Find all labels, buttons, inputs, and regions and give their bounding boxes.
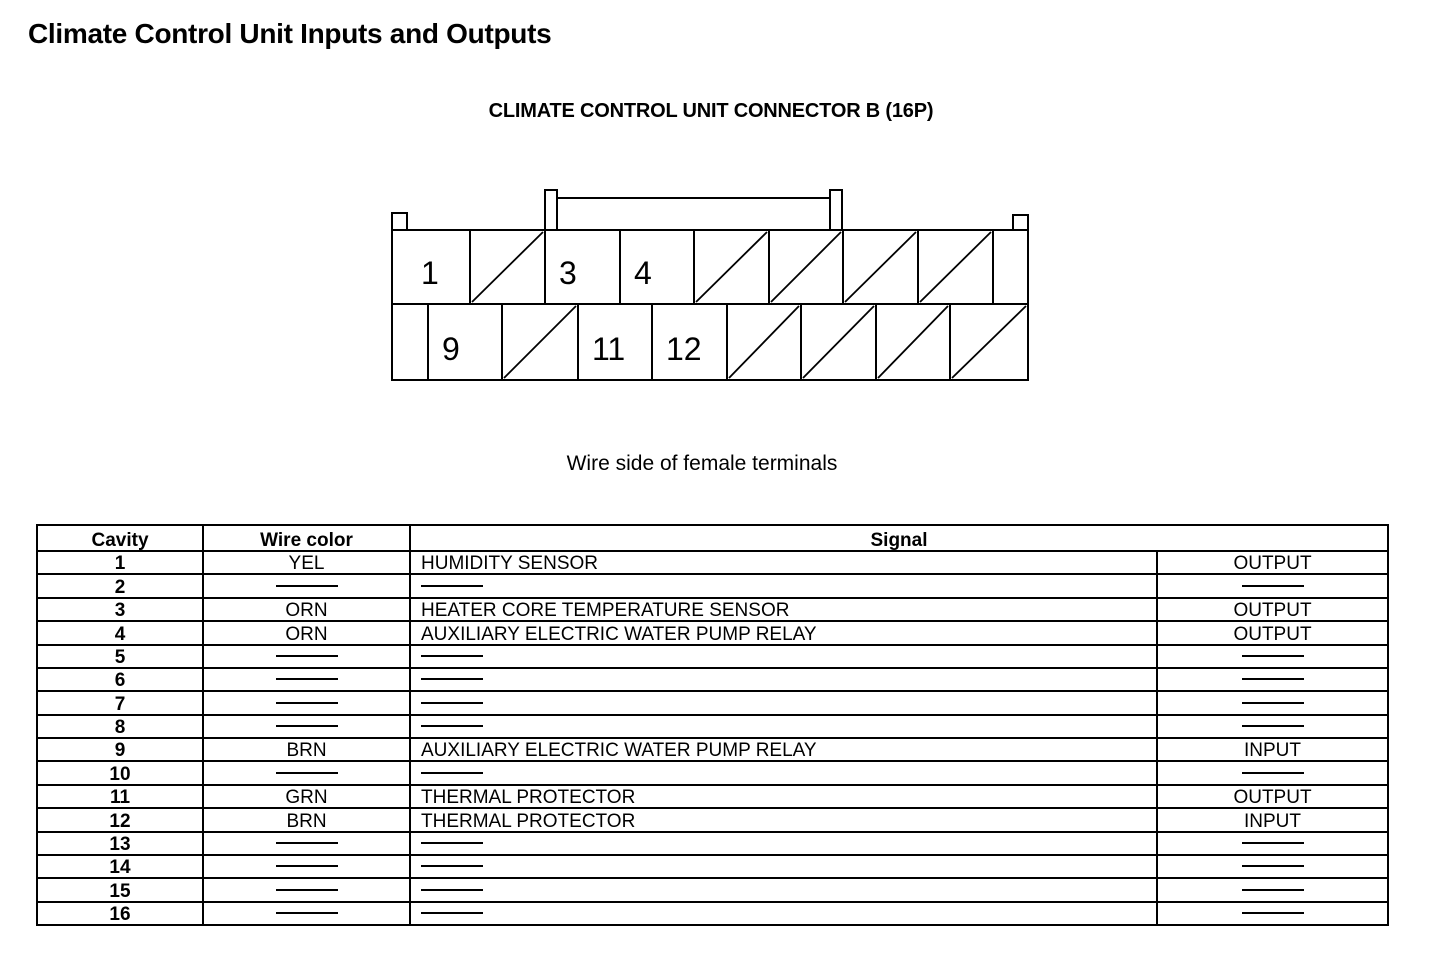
header-cavity: Cavity — [37, 525, 203, 551]
empty-dash — [421, 655, 483, 657]
bottom-cavity-label: 9 — [442, 331, 460, 367]
signal-cell: AUXILIARY ELECTRIC WATER PUMP RELAY — [410, 738, 1157, 761]
empty-dash — [421, 889, 483, 891]
table-row — [37, 738, 1388, 761]
bottom-cavity-5 — [652, 304, 702, 380]
empty-dash — [421, 678, 483, 680]
unused-cavity-slash — [472, 232, 543, 302]
wire-color-cell: GRN — [203, 785, 410, 808]
bottom-cavity-4 — [578, 304, 625, 380]
empty-dash — [1242, 655, 1304, 657]
connector-caption: Wire side of female terminals — [566, 452, 838, 475]
signal-cell: AUXILIARY ELECTRIC WATER PUMP RELAY — [410, 621, 1157, 644]
connector-top-row — [421, 230, 993, 304]
empty-dash — [276, 678, 338, 680]
direction-cell: INPUT — [1157, 738, 1388, 761]
header-signal: Signal — [410, 525, 1388, 551]
direction-cell — [1157, 832, 1388, 855]
bottom-cavity-label: 11 — [592, 331, 626, 367]
bottom-cavity-7 — [801, 304, 874, 380]
empty-dash — [276, 842, 338, 844]
empty-dash — [276, 889, 338, 891]
top-cavity-2 — [470, 230, 543, 304]
unused-cavity-slash — [504, 306, 576, 378]
wire-color-cell: BRN — [203, 738, 410, 761]
table-row — [37, 902, 1388, 925]
signal-cell: THERMAL PROTECTOR — [410, 808, 1157, 831]
direction-cell — [1157, 574, 1388, 597]
top-cavity-7 — [843, 230, 916, 304]
signal-cell — [410, 761, 1157, 784]
top-cavity-label: 3 — [559, 255, 577, 291]
cavity-cell: 2 — [37, 574, 203, 597]
cavity-cell: 7 — [37, 691, 203, 714]
cavity-cell: 15 — [37, 878, 203, 901]
wire-color-cell: ORN — [203, 598, 410, 621]
empty-dash — [1242, 889, 1304, 891]
signal-cell — [410, 715, 1157, 738]
top-cavity-5 — [694, 230, 767, 304]
cavity-cell: 6 — [37, 668, 203, 691]
table-row — [37, 668, 1388, 691]
empty-dash — [276, 912, 338, 914]
unused-cavity-slash — [771, 232, 841, 302]
bottom-cavity-2 — [428, 304, 460, 380]
top-cavity-3 — [545, 230, 577, 304]
table-row — [37, 621, 1388, 644]
top-cavity-1 — [421, 255, 439, 291]
unused-cavity-slash — [878, 306, 948, 378]
signal-cell: THERMAL PROTECTOR — [410, 785, 1157, 808]
direction-cell — [1157, 645, 1388, 668]
top-cavity-6 — [769, 230, 841, 304]
connector-lock-tab — [545, 190, 842, 230]
unused-cavity-slash — [920, 232, 991, 302]
wire-color-cell — [203, 761, 410, 784]
signal-cell — [410, 668, 1157, 691]
signal-cell — [410, 855, 1157, 878]
connector-bottom-row — [428, 304, 1026, 380]
cavity-cell: 9 — [37, 738, 203, 761]
empty-dash — [421, 725, 483, 727]
connector-diagram — [0, 0, 1440, 440]
direction-cell — [1157, 878, 1388, 901]
empty-dash — [1242, 725, 1304, 727]
wire-color-cell — [203, 878, 410, 901]
signal-cell — [410, 574, 1157, 597]
empty-dash — [1242, 912, 1304, 914]
wire-color-cell: ORN — [203, 621, 410, 644]
cavity-cell: 11 — [37, 785, 203, 808]
direction-cell — [1157, 902, 1388, 925]
direction-cell — [1157, 715, 1388, 738]
empty-dash — [421, 772, 483, 774]
direction-cell — [1157, 855, 1388, 878]
wire-color-cell: YEL — [203, 551, 410, 574]
top-cavity-4 — [620, 230, 652, 304]
empty-dash — [276, 585, 338, 587]
wire-color-cell — [203, 574, 410, 597]
empty-dash — [421, 865, 483, 867]
cavity-cell: 3 — [37, 598, 203, 621]
bottom-cavity-3 — [502, 304, 576, 380]
cavity-cell: 12 — [37, 808, 203, 831]
empty-dash — [421, 702, 483, 704]
signal-cell — [410, 691, 1157, 714]
cavity-cell: 13 — [37, 832, 203, 855]
top-cavity-label: 1 — [421, 255, 439, 291]
table-row — [37, 574, 1388, 597]
top-cavity-label: 4 — [634, 255, 652, 291]
wire-color-cell — [203, 645, 410, 668]
header-wire-color: Wire color — [203, 525, 410, 551]
table-row — [37, 551, 1388, 574]
table-header-row — [37, 525, 1388, 551]
cavity-cell: 14 — [37, 855, 203, 878]
direction-cell: OUTPUT — [1157, 551, 1388, 574]
wire-color-cell: BRN — [203, 808, 410, 831]
table-row — [37, 715, 1388, 738]
empty-dash — [421, 842, 483, 844]
direction-cell: OUTPUT — [1157, 785, 1388, 808]
direction-cell — [1157, 668, 1388, 691]
empty-dash — [1242, 842, 1304, 844]
empty-dash — [1242, 772, 1304, 774]
empty-dash — [276, 865, 338, 867]
direction-cell: INPUT — [1157, 808, 1388, 831]
unused-cavity-slash — [729, 306, 799, 378]
wire-color-cell — [203, 668, 410, 691]
empty-dash — [1242, 702, 1304, 704]
page-title: Climate Control Unit Inputs and Outputs — [28, 18, 552, 49]
wire-color-cell — [203, 855, 410, 878]
signal-cell — [410, 902, 1157, 925]
signal-cell: HEATER CORE TEMPERATURE SENSOR — [410, 598, 1157, 621]
signal-cell: HUMIDITY SENSOR — [410, 551, 1157, 574]
signal-cell — [410, 832, 1157, 855]
top-cavity-8 — [918, 230, 991, 304]
direction-cell: OUTPUT — [1157, 621, 1388, 644]
direction-cell — [1157, 691, 1388, 714]
empty-dash — [421, 912, 483, 914]
unused-cavity-slash — [803, 306, 874, 378]
unused-cavity-slash — [845, 232, 916, 302]
table-row — [37, 761, 1388, 784]
table-row — [37, 808, 1388, 831]
signal-cell — [410, 645, 1157, 668]
direction-cell — [1157, 761, 1388, 784]
wire-color-cell — [203, 691, 410, 714]
connector-title: CLIMATE CONTROL UNIT CONNECTOR B (16P) — [488, 100, 934, 122]
bottom-cavity-8 — [876, 304, 948, 380]
empty-dash — [276, 702, 338, 704]
connector-body — [392, 213, 1028, 380]
cavity-cell: 8 — [37, 715, 203, 738]
bottom-cavity-6 — [727, 304, 799, 380]
direction-cell: OUTPUT — [1157, 598, 1388, 621]
empty-dash — [276, 725, 338, 727]
empty-dash — [1242, 585, 1304, 587]
empty-dash — [1242, 865, 1304, 867]
cavity-cell: 1 — [37, 551, 203, 574]
table-row — [37, 878, 1388, 901]
cavity-cell: 10 — [37, 761, 203, 784]
cavity-cell: 16 — [37, 902, 203, 925]
table-row — [37, 691, 1388, 714]
table-row — [37, 645, 1388, 668]
bottom-cavity-9 — [950, 304, 1026, 380]
wire-color-cell — [203, 715, 410, 738]
empty-dash — [421, 585, 483, 587]
empty-dash — [276, 655, 338, 657]
empty-dash — [1242, 678, 1304, 680]
cavity-cell: 4 — [37, 621, 203, 644]
unused-cavity-slash — [696, 232, 767, 302]
empty-dash — [276, 772, 338, 774]
signal-table — [36, 524, 1389, 926]
table-row — [37, 785, 1388, 808]
wire-color-cell — [203, 832, 410, 855]
cavity-cell: 5 — [37, 645, 203, 668]
bottom-cavity-label: 12 — [666, 331, 702, 367]
signal-cell — [410, 878, 1157, 901]
wire-color-cell — [203, 902, 410, 925]
table-row — [37, 855, 1388, 878]
unused-cavity-slash — [952, 306, 1026, 378]
table-row — [37, 832, 1388, 855]
table-row — [37, 598, 1388, 621]
